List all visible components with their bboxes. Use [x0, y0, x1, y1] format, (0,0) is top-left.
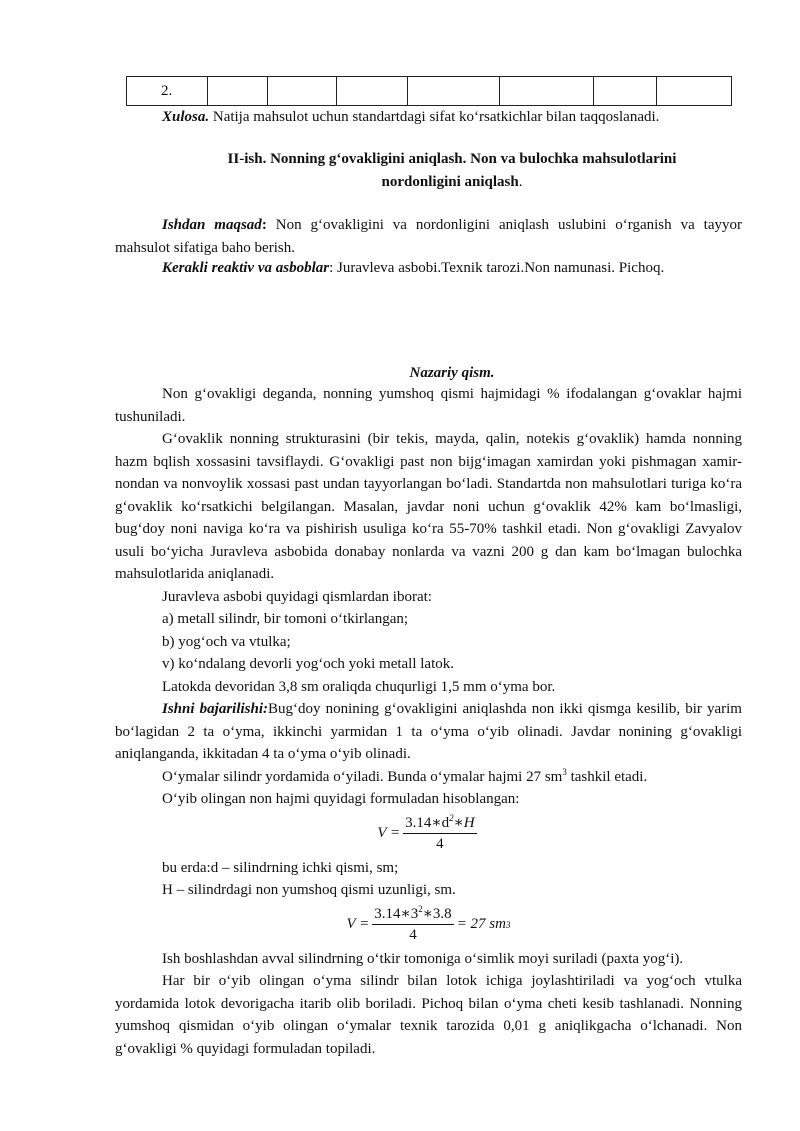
reagents-label: Kerakli reaktiv va asboblar [162, 260, 330, 276]
section-title-line2: nordonligini aniqlash. [381, 173, 523, 190]
table-cell [594, 77, 657, 106]
conclusion-text: Natija mahsulot uchun standartdagi sifat ko‘rsatkichlar bilan taqqoslanadi. [209, 109, 660, 125]
table-cell [500, 77, 594, 106]
reagents-text: : Juravleva asbobi.Texnik tarozi.Non namunasi. Pichoq. [329, 260, 665, 276]
table-row [127, 77, 732, 106]
paragraph-weighing: Har bir o‘yib olingan o‘yma silindr bilan lotok ichiga joylashtiriladi va yog‘och vtulka yordamida lotok devorigacha itarib olib boriladi. Pichoq bilan o‘yma cheti kesib tashlanadi. Nonning yumshoq qismidan o‘yib olingan o‘ymalar texnik tarozida 0,01 g aniqlikgacha o‘lchanadi. Non g‘ovakligi % quyidagi formuladan topiladi. [115, 973, 742, 1057]
paragraph-where-d: bu erda:d – silindrning ichki qismi, sm; [162, 859, 399, 876]
volume-formula: V = $\frac{3.14∗d^2∗H}{4}$ [377, 813, 475, 852]
theory-section [115, 383, 742, 1060]
paragraph-definition: Non g‘ovakligi deganda, nonning yumshoq qismi hajmidagi % ifodalangan g‘ovaklar hajmi tushuniladi. [115, 386, 742, 425]
list-item: b) yog‘och va vtulka; [162, 633, 291, 650]
procedure-text: Bug‘doy nonining g‘ovakligini aniqlashda non ikki qismga kesilib, bir yarim bo‘lagidan 2 ta o‘yma, ikkinchi yarmidan 1 ta o‘yma o‘yib olinadi. Javdar nonining g‘ovakligi aniqlanganda, ikkitadan 4 ta o‘yma o‘yib olinadi. [115, 701, 742, 762]
aim-text: Non g‘ovakligini va nordonligini aniqlash uslubini o‘rganish va tayyor mahsulot sifatiga baho berish. [115, 217, 742, 256]
paragraph-formula-intro: O‘yib olingan non hajmi quyidagi formuladan hisoblangan: [162, 791, 520, 807]
table-cell [337, 77, 408, 106]
paragraph-latok: Latokda devoridan 3,8 sm oraliqda chuqurligi 1,5 mm o‘yma bor. [162, 678, 556, 695]
paragraph-porosity: G‘ovaklik nonning strukturasini (bir tekis, mayda, qalin, notekis g‘ovaklik) hamda nonning hazm bqlish xossasini tavsiflaydi. G‘ovakligi past non bijg‘imagan xamirdan yoki pishmagan xamir-nondan va nonvoylik xossasi past undan tayyorlangan bo‘ladi. Standartda non mahsulotlari turiga ko‘ra g‘ovaklik ko‘rsatkichi belgilangan. Masalan, javdar noni uchun g‘ovaklik 42% kam bo‘lmasligi, bug‘doy noni naviga ko‘ra va pishirish usuliga ko‘ra 55-70% tashkil etadi. Non g‘ovakligi Zavyalov usuli bo‘yicha Juravleva asbobida donabay nonlarda va vazni 200 g dan kam bo‘lmagan bulochka mahsulotlarida aniqlanadi. [115, 431, 742, 582]
procedure-label: Ishni bajarilishi: [162, 701, 268, 717]
table-cell-row-label: 2. [127, 77, 208, 106]
conclusion-label: Xulosa. [162, 109, 210, 125]
list-item: v) ko‘ndalang devorli yog‘och yoki metall latok. [162, 656, 455, 672]
aim-label: Ishdan maqsad [162, 217, 262, 233]
aim-paragraph: Ishdan maqsad: Non g‘ovakligini va nordonligini aniqlash uslubini o‘rganish va tayyor mahsulot sifatiga baho berish. [115, 217, 742, 256]
theory-title: Nazariy qism. [409, 365, 495, 381]
paragraph-device-intro: Juravleva asbobi quyidagi qismlardan iborat: [162, 588, 432, 605]
paragraph-where-h: H – silindrdagi non yumshoq qismi uzunligi, sm. [162, 882, 456, 898]
conclusion-paragraph [115, 106, 742, 129]
list-item: a) metall silindr, bir tomoni o‘tkirlangan; [162, 611, 409, 627]
paragraph-oil: Ish boshlashdan avval silindrning o‘tkir tomoniga o‘simlik moyi suriladi (paxta yog‘i). [162, 950, 684, 967]
table-cell [408, 77, 500, 106]
procedure-paragraph [115, 698, 742, 766]
reagents-paragraph [115, 257, 742, 280]
section-title-line1: II-ish. Nonning g‘ovakligini aniqlash. Non va bulochka mahsulotlarini [227, 151, 677, 167]
volume-calculation-formula: V = $\frac{3.14∗3^2∗3.8}{4}$ = 27 sm 3 [346, 904, 511, 943]
table-cell [268, 77, 337, 106]
results-table [126, 76, 732, 106]
section-title [115, 148, 742, 193]
table-cell [208, 77, 268, 106]
paragraph-volume: O‘ymalar silindr yordamida o‘yiladi. Bunda o‘ymalar hajmi 27 $sm^3$ tashkil etadi. [162, 766, 648, 785]
table-cell [657, 77, 732, 106]
